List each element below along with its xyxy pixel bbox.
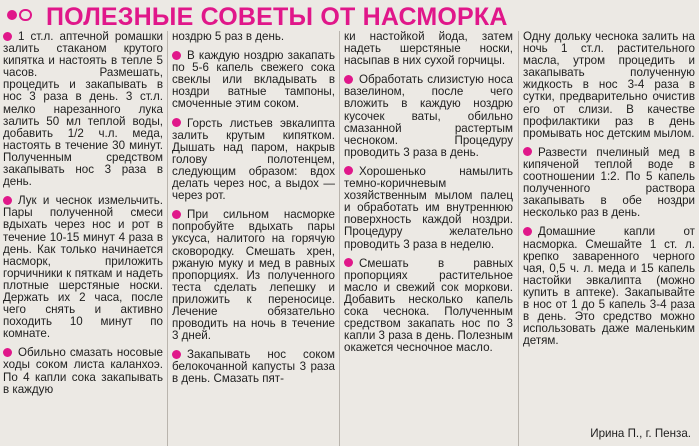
tip-text: Закапывать нос соком белокочанной капусты 3 раза в день. Смазать пят-: [172, 348, 335, 386]
pills-icon: [6, 8, 32, 22]
tip-text: 1 ст.л. аптечной ромашки залить стаканом крутого кипятка и настоять в тепле 5 часов. Размешать, процедить и закапывать в нос 3 раза в день. 3 ст.л. мелко нарезанного лука залить 50 мл теплой воды, добавить 1/2 ч.л. меда, настоять в течение 30 минут. Полученным средством закапывать нос 3 раза в день.: [3, 31, 163, 189]
page-title: ПОЛЕЗНЫЕ СОВЕТЫ ОТ НАСМОРКА: [46, 3, 508, 31]
bullet-dot-icon: [3, 32, 12, 41]
bullet-dot-icon: [3, 196, 12, 205]
header: [0, 0, 699, 30]
column-3: [344, 31, 513, 446]
bullet-dot-icon: [172, 350, 181, 359]
tip-item: [172, 349, 335, 385]
bullet-dot-icon: [3, 348, 12, 357]
column-2: [172, 31, 335, 446]
tip-text: Обработать слизистую носа вазелином, после чего вложить в каждую ноздрю кусочек ваты, обильно смазанной растертым чесноком. Процедуру проводить 3 раза в день.: [344, 73, 513, 159]
bullet-dot-icon: [344, 166, 353, 175]
column-1: [3, 31, 163, 446]
bullet-dot-icon: [344, 258, 353, 267]
article-body: [0, 31, 699, 446]
tip-continuation: [172, 31, 335, 43]
column-4: [523, 31, 695, 446]
tip-text: ноздрю 5 раз в день.: [172, 31, 285, 43]
tip-item: [172, 118, 335, 203]
column-divider: [518, 31, 519, 446]
author-signature: Ирина П., г. Пенза.: [590, 426, 691, 440]
tip-text: Домашние капли от насморка. Смешайте 1 ст. л. крепко заваренного черного чая, 0,5 ч. л. меда и 15 капель настойки эвкалипта (можно купить в аптеке). Закапывайте в нос от 1 до 5 капель 3-4 раза в день. Это средство можно использовать даже маленьким детям.: [523, 225, 695, 348]
tip-text: Обильно смазать носовые ходы соком листа каланхоэ. По 4 капли сока закапывать в каждую: [3, 346, 163, 396]
tip-item: [523, 226, 695, 347]
tip-text: В каждую ноздрю закапать по 5-6 капель свежего сока свеклы или вкладывать в ноздри ватные тампоны, смоченные этим соком.: [172, 49, 335, 111]
bullet-dot-icon: [344, 75, 353, 84]
tip-item: [3, 31, 163, 188]
tip-text: ки настойкой йода, затем надеть шерстяные носки, насыпав в них сухой горчицы.: [344, 31, 513, 68]
tip-item: [172, 209, 335, 342]
tip-text: Одну дольку чеснока залить на ночь 1 ст.л. растительного масла, утром процедить и закапывать полученную жидкость в нос 3-4 раза в сутки, предварительно очистив его от слизи. В качестве профилактики раз в день промывать нос детским мылом.: [523, 31, 695, 140]
tip-text: Смешать в равных пропорциях растительное масло и свежий сок моркови. Добавить несколько капель сока чеснока. Полученным средством закапать нос по 3 капли 3 раза в день. Полезным окажется чесночное масло.: [344, 256, 513, 355]
bullet-dot-icon: [172, 118, 181, 127]
tip-item: [3, 347, 163, 395]
tip-text: Горсть листьев эвкалипта залить крутым кипятком. Дышать над паром, накрыв голову полотенцем, следующим образом: вдох делать через нос, а выдох — через рот.: [172, 116, 335, 203]
tip-continuation: [523, 31, 695, 140]
tip-text: Лук и чеснок измельчить. Пары полученной смеси вдыхать через нос и рот в течение 10-15 минут 4 раза в день. Как только начинается насморк, приложить горчичники к пяткам и надеть плотные шерстяные носки. Держать их 2 часа, после чего снять и активно походить 10 минут по комнате.: [3, 194, 163, 341]
tip-item: [344, 166, 513, 251]
tip-text: Развести пчелиный мед в кипяченой теплой воде в соотношении 1:2. По 5 капель полученного раствора закапывать в обе ноздри несколько раз в день.: [523, 145, 695, 220]
tip-item: [172, 50, 335, 110]
bullet-dot-icon: [172, 51, 181, 60]
bullet-dot-icon: [523, 147, 532, 156]
tip-item: [3, 195, 163, 340]
tip-item: [344, 258, 513, 355]
tip-text: При сильном насморке попробуйте вдыхать пары уксуса, налитого на горячую сковородку. Смешать хрен, ржаную муку и мед в равных пропорциях. Из полученного теста сделать лепешку и приложить к переносице. Лечение обязательно проводить на ночь в течение 3 дней.: [172, 208, 335, 343]
column-divider: [339, 31, 340, 446]
tip-text: Хорошенько намылить темно-коричневым хозяйственным мылом палец и обработать им внутреннюю поверхность каждой ноздри. Процедуру желательно проводить 3 раза в неделю.: [344, 164, 513, 251]
bullet-dot-icon: [523, 227, 532, 236]
tip-continuation: [344, 31, 513, 67]
column-divider: [167, 31, 168, 446]
tip-item: [344, 74, 513, 159]
tip-item: [523, 147, 695, 220]
bullet-dot-icon: [172, 210, 181, 219]
